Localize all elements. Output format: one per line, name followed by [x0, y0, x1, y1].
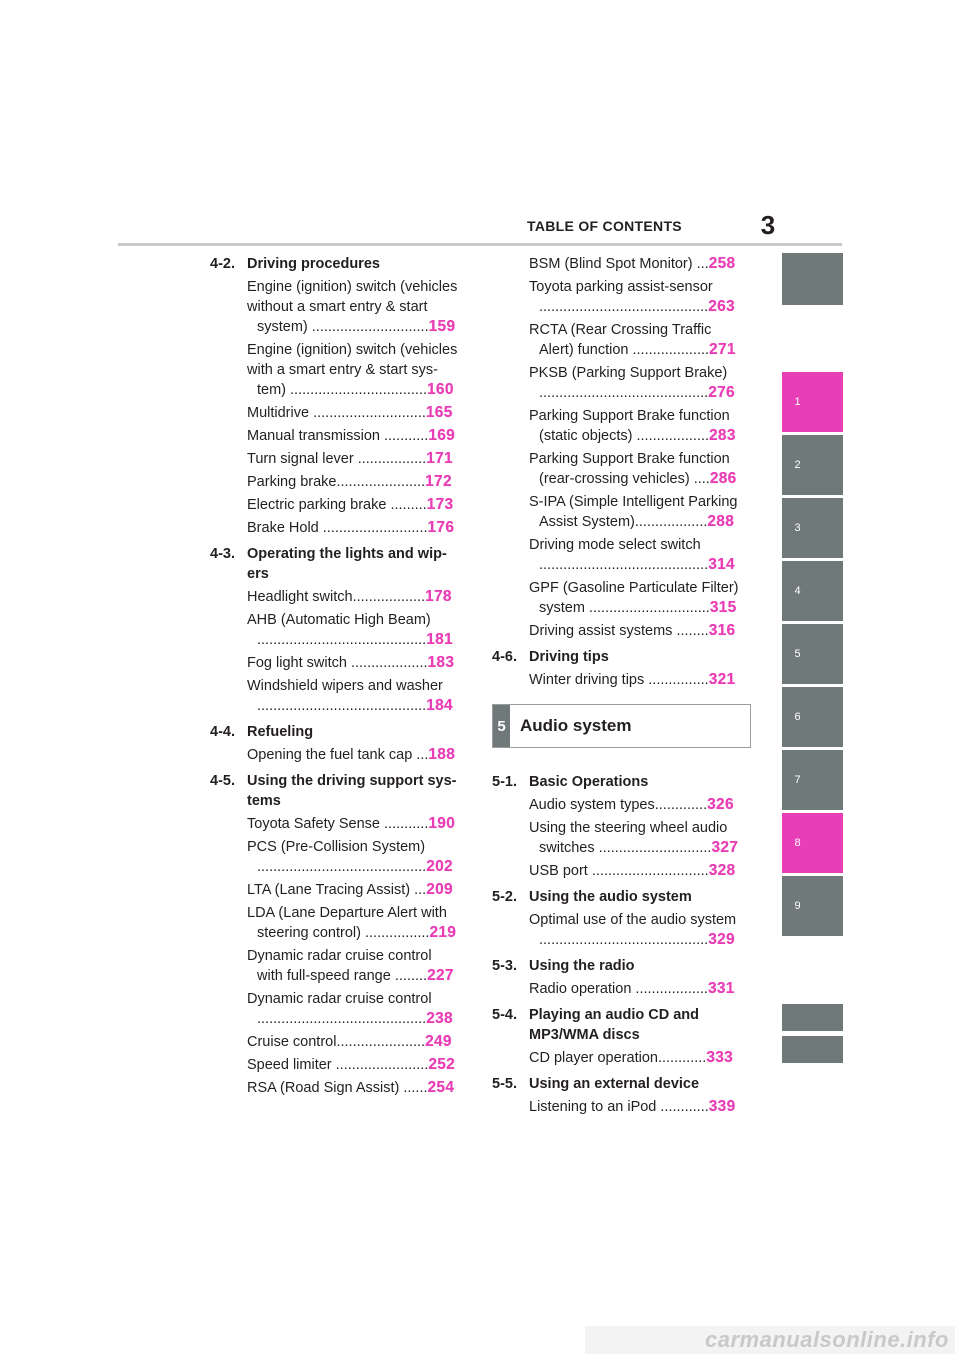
toc-entry[interactable]: Headlight switch..................178 [247, 588, 452, 605]
section-heading: 5-3. Using the radio [492, 958, 635, 974]
side-tab-blank-bottom-2[interactable] [782, 1036, 843, 1063]
toc-entry[interactable]: Parking Support Brake function (rear-crossing vehicles) ....286 [529, 451, 737, 487]
toc-entry[interactable]: Parking brake......................172 [247, 473, 452, 490]
toc-entry[interactable]: AHB (Automatic High Beam) ..........................................181 [247, 612, 453, 648]
toc-entry[interactable]: Audio system types.............326 [529, 796, 734, 813]
toc-entry[interactable]: Manual transmission ...........169 [247, 427, 456, 444]
watermark: carmanualsonline.info [585, 1326, 955, 1354]
toc-entry[interactable]: Brake Hold ..........................176 [247, 519, 455, 536]
section-heading: 5-5. Using an external device [492, 1076, 700, 1092]
chapter-heading-box [492, 704, 751, 748]
toc-entry[interactable]: Toyota Safety Sense ...........190 [247, 815, 456, 832]
chapter-title: Audio system [520, 716, 632, 735]
toc-entry[interactable]: Listening to an iPod ............339 [529, 1098, 736, 1115]
section-heading: 4-4. Refueling [210, 724, 314, 740]
toc-entry[interactable]: LTA (Lane Tracing Assist) ...209 [247, 881, 453, 898]
side-tab-6[interactable]: 6 [782, 687, 843, 747]
toc-entry[interactable]: RCTA (Rear Crossing Traffic Alert) function ...................271 [529, 322, 736, 358]
section-heading: 4-3. Operating the lights and wip-ers [210, 546, 447, 582]
toc-entry[interactable]: GPF (Gasoline Particulate Filter) system ..............................315 [529, 580, 739, 616]
side-tab-8[interactable]: 8 [782, 813, 843, 873]
toc-entry[interactable]: Engine (ignition) switch (vehicles with a smart entry & start sys- tem) ..................................160 [247, 342, 458, 398]
toc-entry[interactable]: Multidrive ............................165 [247, 404, 453, 421]
side-tab-blank-top[interactable] [782, 253, 843, 305]
side-tab-5[interactable]: 5 [782, 624, 843, 684]
toc-entry[interactable]: Toyota parking assist-sensor ..........................................263 [529, 279, 735, 315]
toc-entry[interactable]: S-IPA (Simple Intelligent Parking Assist System)..................288 [529, 494, 738, 530]
toc-entry[interactable]: PCS (Pre-Collision System) ..........................................202 [247, 839, 453, 875]
section-heading: 4-2. Driving procedures [210, 256, 380, 272]
toc-entry[interactable]: Cruise control......................249 [247, 1033, 452, 1050]
chapter-number: 5 [493, 705, 510, 747]
side-tab-3[interactable]: 3 [782, 498, 843, 558]
toc-entry[interactable]: Engine (ignition) switch (vehicles without a smart entry & start system) .............................159 [247, 279, 458, 335]
page-number: 3 [760, 210, 776, 240]
side-tab-blank-bottom-1[interactable] [782, 1004, 843, 1031]
toc-entry[interactable]: USB port .............................328 [529, 862, 736, 879]
toc-entry[interactable]: LDA (Lane Departure Alert with steering control) ................219 [247, 905, 457, 941]
side-tab-9[interactable]: 9 [782, 876, 843, 936]
header-rule [118, 243, 842, 246]
toc-entry[interactable]: Fog light switch ...................183 [247, 654, 455, 671]
toc-column-right [492, 252, 750, 1117]
toc-entry[interactable]: Using the steering wheel audio switches ............................327 [529, 820, 739, 856]
toc-entry[interactable]: Radio operation ..................331 [529, 980, 735, 997]
toc-entry[interactable]: BSM (Blind Spot Monitor) ...258 [529, 255, 736, 272]
toc-entry[interactable]: Winter driving tips ...............321 [529, 671, 736, 688]
toc-entry[interactable]: Turn signal lever .................171 [247, 450, 453, 467]
side-tab-7[interactable]: 7 [782, 750, 843, 810]
toc-entry[interactable]: Windshield wipers and washer ..........................................184 [247, 678, 453, 714]
toc-entry[interactable]: RSA (Road Sign Assist) ......254 [247, 1079, 455, 1096]
toc-entry[interactable]: Parking Support Brake function (static objects) ..................283 [529, 408, 736, 444]
header-title: TABLE OF CONTENTS [527, 218, 682, 234]
toc-entry[interactable]: Electric parking brake .........173 [247, 496, 454, 513]
side-tab-2[interactable]: 2 [782, 435, 843, 495]
toc-column-left [210, 252, 468, 1098]
toc-entry[interactable]: Opening the fuel tank cap ...188 [247, 746, 456, 763]
section-heading: 5-1. Basic Operations [492, 774, 649, 790]
section-heading: 4-5. Using the driving support sys-tems [210, 773, 457, 809]
section-heading: 4-6. Driving tips [492, 649, 609, 665]
side-tab-4[interactable]: 4 [782, 561, 843, 621]
toc-entry[interactable]: Speed limiter .......................252 [247, 1056, 456, 1073]
toc-entry[interactable]: Dynamic radar cruise control ..........................................238 [247, 991, 453, 1027]
toc-entry[interactable]: Dynamic radar cruise control with full-speed range ........227 [247, 948, 454, 984]
toc-entry[interactable]: Driving mode select switch ..........................................314 [529, 537, 735, 573]
toc-entry[interactable]: PKSB (Parking Support Brake) ..........................................276 [529, 365, 735, 401]
side-tab-1[interactable]: 1 [782, 372, 843, 432]
section-heading: 5-4. Playing an audio CD and MP3/WMA discs [492, 1007, 699, 1043]
toc-entry[interactable]: CD player operation............333 [529, 1049, 734, 1066]
section-heading: 5-2. Using the audio system [492, 889, 692, 905]
toc-entry[interactable]: Optimal use of the audio system ..........................................329 [529, 912, 737, 948]
toc-entry[interactable]: Driving assist systems ........316 [529, 622, 736, 639]
